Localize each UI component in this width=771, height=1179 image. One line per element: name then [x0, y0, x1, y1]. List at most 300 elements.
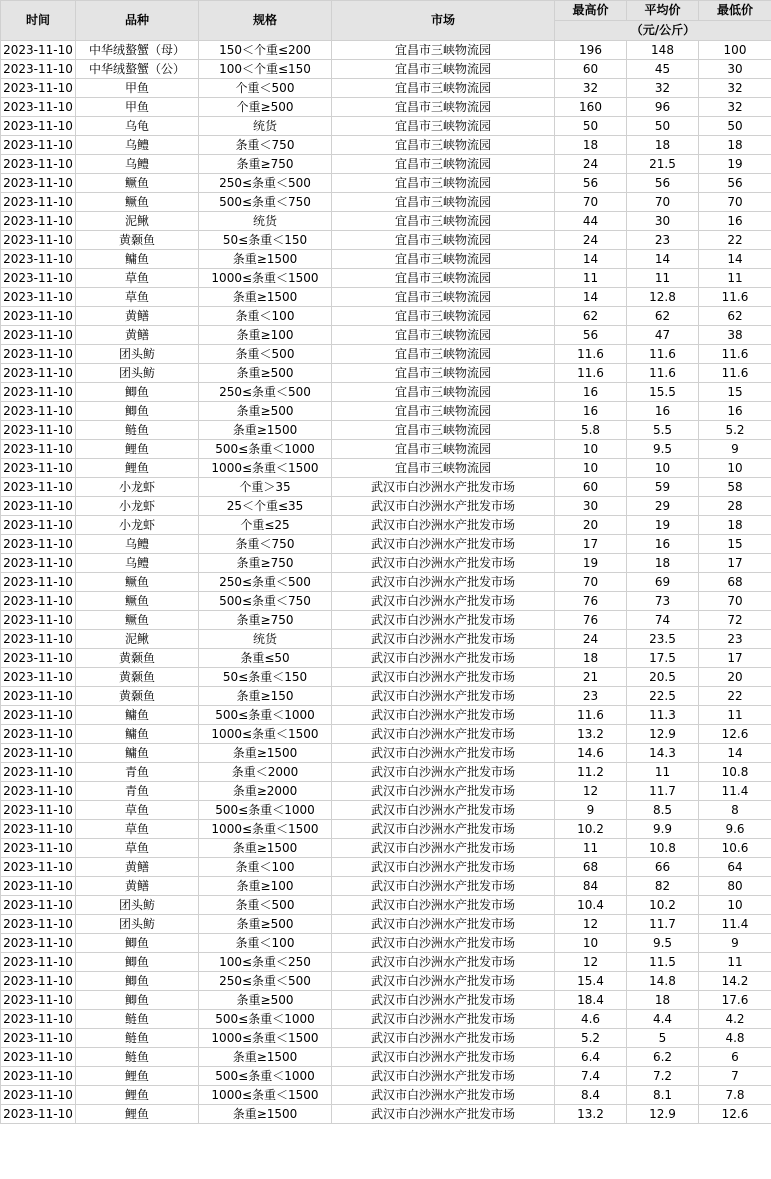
cell-time: 2023-11-10 [1, 592, 76, 611]
cell-time: 2023-11-10 [1, 364, 76, 383]
cell-max-price: 16 [555, 402, 627, 421]
header-min-price: 最低价 [699, 1, 771, 21]
cell-variety: 团头鲂 [76, 345, 199, 364]
table-row [1, 782, 771, 801]
cell-time: 2023-11-10 [1, 250, 76, 269]
cell-avg-price: 82 [627, 877, 699, 896]
cell-max-price: 13.2 [555, 725, 627, 744]
cell-spec: 500≤条重＜1000 [199, 1067, 332, 1086]
cell-variety: 鲢鱼 [76, 1029, 199, 1048]
cell-variety: 黄鳝 [76, 877, 199, 896]
cell-min-price: 11 [699, 706, 771, 725]
cell-avg-price: 8.5 [627, 801, 699, 820]
cell-time: 2023-11-10 [1, 687, 76, 706]
cell-min-price: 6 [699, 1048, 771, 1067]
cell-market: 武汉市白沙洲水产批发市场 [332, 725, 555, 744]
cell-spec: 1000≤条重＜1500 [199, 1029, 332, 1048]
cell-time: 2023-11-10 [1, 402, 76, 421]
cell-min-price: 50 [699, 117, 771, 136]
cell-spec: 个重＜500 [199, 79, 332, 98]
table-row [1, 250, 771, 269]
cell-time: 2023-11-10 [1, 345, 76, 364]
cell-avg-price: 9.9 [627, 820, 699, 839]
cell-spec: 条重≥500 [199, 915, 332, 934]
cell-time: 2023-11-10 [1, 877, 76, 896]
cell-spec: 个重≤25 [199, 516, 332, 535]
cell-variety: 乌鳢 [76, 136, 199, 155]
cell-max-price: 50 [555, 117, 627, 136]
table-row [1, 953, 771, 972]
table-row [1, 896, 771, 915]
cell-time: 2023-11-10 [1, 763, 76, 782]
cell-max-price: 56 [555, 326, 627, 345]
cell-spec: 条重≥1500 [199, 1048, 332, 1067]
cell-spec: 条重≥100 [199, 877, 332, 896]
cell-market: 武汉市白沙洲水产批发市场 [332, 554, 555, 573]
cell-avg-price: 10 [627, 459, 699, 478]
cell-avg-price: 18 [627, 136, 699, 155]
table-row [1, 307, 771, 326]
cell-time: 2023-11-10 [1, 288, 76, 307]
cell-avg-price: 59 [627, 478, 699, 497]
cell-max-price: 60 [555, 60, 627, 79]
cell-max-price: 32 [555, 79, 627, 98]
cell-spec: 500≤条重＜1000 [199, 440, 332, 459]
cell-min-price: 22 [699, 687, 771, 706]
cell-time: 2023-11-10 [1, 649, 76, 668]
cell-variety: 鲢鱼 [76, 421, 199, 440]
cell-spec: 1000≤条重＜1500 [199, 725, 332, 744]
table-row [1, 269, 771, 288]
header-max-price: 最高价 [555, 1, 627, 21]
cell-max-price: 24 [555, 155, 627, 174]
cell-max-price: 20 [555, 516, 627, 535]
cell-max-price: 23 [555, 687, 627, 706]
cell-market: 武汉市白沙洲水产批发市场 [332, 630, 555, 649]
cell-avg-price: 12.9 [627, 1105, 699, 1124]
cell-market: 宜昌市三峡物流园 [332, 231, 555, 250]
table-row [1, 934, 771, 953]
cell-max-price: 4.6 [555, 1010, 627, 1029]
table-row [1, 193, 771, 212]
cell-time: 2023-11-10 [1, 136, 76, 155]
cell-avg-price: 73 [627, 592, 699, 611]
cell-min-price: 12.6 [699, 1105, 771, 1124]
cell-avg-price: 20.5 [627, 668, 699, 687]
cell-max-price: 10 [555, 440, 627, 459]
header-spec: 规格 [199, 1, 332, 41]
cell-spec: 500≤条重＜1000 [199, 1010, 332, 1029]
cell-time: 2023-11-10 [1, 820, 76, 839]
cell-spec: 500≤条重＜750 [199, 592, 332, 611]
cell-max-price: 18 [555, 136, 627, 155]
table-row [1, 858, 771, 877]
cell-max-price: 12 [555, 915, 627, 934]
cell-avg-price: 9.5 [627, 440, 699, 459]
cell-avg-price: 7.2 [627, 1067, 699, 1086]
cell-avg-price: 14 [627, 250, 699, 269]
cell-spec: 条重≥1500 [199, 839, 332, 858]
cell-min-price: 18 [699, 136, 771, 155]
cell-max-price: 12 [555, 782, 627, 801]
cell-variety: 甲鱼 [76, 98, 199, 117]
cell-min-price: 56 [699, 174, 771, 193]
cell-time: 2023-11-10 [1, 1086, 76, 1105]
cell-variety: 中华绒螯蟹（公） [76, 60, 199, 79]
cell-max-price: 76 [555, 611, 627, 630]
cell-time: 2023-11-10 [1, 155, 76, 174]
cell-spec: 个重＞35 [199, 478, 332, 497]
cell-market: 武汉市白沙洲水产批发市场 [332, 782, 555, 801]
cell-variety: 鲫鱼 [76, 991, 199, 1010]
cell-min-price: 22 [699, 231, 771, 250]
cell-max-price: 11 [555, 269, 627, 288]
cell-max-price: 10.4 [555, 896, 627, 915]
table-row [1, 60, 771, 79]
cell-max-price: 24 [555, 231, 627, 250]
cell-time: 2023-11-10 [1, 1010, 76, 1029]
cell-min-price: 20 [699, 668, 771, 687]
cell-market: 宜昌市三峡物流园 [332, 41, 555, 60]
cell-avg-price: 47 [627, 326, 699, 345]
cell-spec: 条重＜100 [199, 858, 332, 877]
cell-avg-price: 69 [627, 573, 699, 592]
cell-variety: 黄鳝 [76, 326, 199, 345]
cell-spec: 条重＜100 [199, 934, 332, 953]
cell-min-price: 9 [699, 440, 771, 459]
table-row [1, 611, 771, 630]
cell-avg-price: 11.3 [627, 706, 699, 725]
cell-spec: 1000≤条重＜1500 [199, 820, 332, 839]
table-row [1, 364, 771, 383]
cell-variety: 鲤鱼 [76, 1086, 199, 1105]
cell-time: 2023-11-10 [1, 991, 76, 1010]
cell-spec: 统货 [199, 212, 332, 231]
cell-time: 2023-11-10 [1, 725, 76, 744]
cell-max-price: 70 [555, 573, 627, 592]
cell-time: 2023-11-10 [1, 668, 76, 687]
cell-min-price: 32 [699, 79, 771, 98]
cell-variety: 青鱼 [76, 782, 199, 801]
cell-spec: 条重≥500 [199, 364, 332, 383]
cell-variety: 黄鳝 [76, 307, 199, 326]
cell-max-price: 60 [555, 478, 627, 497]
cell-variety: 鳙鱼 [76, 725, 199, 744]
table-row [1, 402, 771, 421]
cell-time: 2023-11-10 [1, 706, 76, 725]
cell-market: 宜昌市三峡物流园 [332, 250, 555, 269]
cell-market: 武汉市白沙洲水产批发市场 [332, 934, 555, 953]
cell-market: 宜昌市三峡物流园 [332, 383, 555, 402]
cell-avg-price: 11 [627, 763, 699, 782]
cell-spec: 1000≤条重＜1500 [199, 1086, 332, 1105]
cell-max-price: 21 [555, 668, 627, 687]
cell-market: 武汉市白沙洲水产批发市场 [332, 991, 555, 1010]
header-market: 市场 [332, 1, 555, 41]
table-row [1, 174, 771, 193]
cell-avg-price: 70 [627, 193, 699, 212]
table-row [1, 440, 771, 459]
table-row [1, 1029, 771, 1048]
cell-min-price: 58 [699, 478, 771, 497]
cell-avg-price: 14.8 [627, 972, 699, 991]
cell-variety: 鲤鱼 [76, 459, 199, 478]
table-row [1, 725, 771, 744]
cell-max-price: 14.6 [555, 744, 627, 763]
cell-time: 2023-11-10 [1, 117, 76, 136]
table-body [1, 41, 771, 1124]
cell-market: 武汉市白沙洲水产批发市场 [332, 820, 555, 839]
cell-avg-price: 12.9 [627, 725, 699, 744]
cell-market: 宜昌市三峡物流园 [332, 459, 555, 478]
cell-avg-price: 62 [627, 307, 699, 326]
cell-avg-price: 96 [627, 98, 699, 117]
cell-market: 宜昌市三峡物流园 [332, 155, 555, 174]
cell-avg-price: 56 [627, 174, 699, 193]
table-row [1, 915, 771, 934]
cell-spec: 条重≥750 [199, 155, 332, 174]
cell-spec: 250≤条重＜500 [199, 174, 332, 193]
cell-min-price: 14 [699, 250, 771, 269]
cell-market: 宜昌市三峡物流园 [332, 364, 555, 383]
cell-min-price: 100 [699, 41, 771, 60]
cell-market: 武汉市白沙洲水产批发市场 [332, 516, 555, 535]
cell-spec: 500≤条重＜1000 [199, 706, 332, 725]
table-row [1, 573, 771, 592]
cell-time: 2023-11-10 [1, 421, 76, 440]
cell-variety: 鲤鱼 [76, 1067, 199, 1086]
table-row [1, 326, 771, 345]
cell-spec: 100≤条重＜250 [199, 953, 332, 972]
cell-spec: 条重≥150 [199, 687, 332, 706]
cell-max-price: 10 [555, 459, 627, 478]
cell-market: 武汉市白沙洲水产批发市场 [332, 896, 555, 915]
table-row [1, 649, 771, 668]
cell-spec: 1000≤条重＜1500 [199, 269, 332, 288]
cell-min-price: 38 [699, 326, 771, 345]
header-row [1, 1, 771, 21]
cell-market: 武汉市白沙洲水产批发市场 [332, 972, 555, 991]
cell-avg-price: 29 [627, 497, 699, 516]
cell-avg-price: 148 [627, 41, 699, 60]
cell-avg-price: 45 [627, 60, 699, 79]
cell-min-price: 10 [699, 896, 771, 915]
header-variety: 品种 [76, 1, 199, 41]
cell-time: 2023-11-10 [1, 516, 76, 535]
cell-variety: 鳜鱼 [76, 573, 199, 592]
cell-min-price: 9 [699, 934, 771, 953]
cell-market: 武汉市白沙洲水产批发市场 [332, 953, 555, 972]
cell-market: 武汉市白沙洲水产批发市场 [332, 668, 555, 687]
table-row [1, 592, 771, 611]
cell-market: 宜昌市三峡物流园 [332, 212, 555, 231]
cell-market: 武汉市白沙洲水产批发市场 [332, 649, 555, 668]
cell-market: 宜昌市三峡物流园 [332, 174, 555, 193]
cell-market: 武汉市白沙洲水产批发市场 [332, 1067, 555, 1086]
cell-min-price: 15 [699, 535, 771, 554]
cell-time: 2023-11-10 [1, 839, 76, 858]
cell-time: 2023-11-10 [1, 383, 76, 402]
cell-avg-price: 11.7 [627, 782, 699, 801]
cell-market: 宜昌市三峡物流园 [332, 421, 555, 440]
cell-avg-price: 16 [627, 535, 699, 554]
cell-time: 2023-11-10 [1, 535, 76, 554]
cell-time: 2023-11-10 [1, 915, 76, 934]
cell-min-price: 4.2 [699, 1010, 771, 1029]
table-row [1, 1010, 771, 1029]
cell-min-price: 11.4 [699, 915, 771, 934]
cell-spec: 条重≥500 [199, 991, 332, 1010]
table-row [1, 117, 771, 136]
cell-market: 宜昌市三峡物流园 [332, 326, 555, 345]
cell-min-price: 72 [699, 611, 771, 630]
table-row [1, 554, 771, 573]
cell-avg-price: 21.5 [627, 155, 699, 174]
cell-avg-price: 8.1 [627, 1086, 699, 1105]
table-row [1, 763, 771, 782]
cell-variety: 鳙鱼 [76, 250, 199, 269]
cell-variety: 鳙鱼 [76, 706, 199, 725]
cell-min-price: 70 [699, 193, 771, 212]
cell-avg-price: 17.5 [627, 649, 699, 668]
cell-variety: 鲫鱼 [76, 972, 199, 991]
cell-avg-price: 5 [627, 1029, 699, 1048]
cell-spec: 500≤条重＜1000 [199, 801, 332, 820]
cell-variety: 草鱼 [76, 839, 199, 858]
cell-spec: 条重≥100 [199, 326, 332, 345]
cell-spec: 条重＜500 [199, 896, 332, 915]
cell-time: 2023-11-10 [1, 1029, 76, 1048]
cell-min-price: 10.8 [699, 763, 771, 782]
cell-time: 2023-11-10 [1, 573, 76, 592]
cell-time: 2023-11-10 [1, 326, 76, 345]
cell-min-price: 12.6 [699, 725, 771, 744]
table-row [1, 1105, 771, 1124]
cell-market: 宜昌市三峡物流园 [332, 345, 555, 364]
cell-time: 2023-11-10 [1, 801, 76, 820]
header-avg-price: 平均价 [627, 1, 699, 21]
cell-max-price: 5.8 [555, 421, 627, 440]
cell-min-price: 11.4 [699, 782, 771, 801]
cell-avg-price: 12.8 [627, 288, 699, 307]
cell-variety: 乌龟 [76, 117, 199, 136]
cell-max-price: 84 [555, 877, 627, 896]
cell-variety: 中华绒螯蟹（母） [76, 41, 199, 60]
cell-min-price: 23 [699, 630, 771, 649]
cell-max-price: 30 [555, 497, 627, 516]
cell-time: 2023-11-10 [1, 79, 76, 98]
cell-spec: 条重≥1500 [199, 744, 332, 763]
cell-max-price: 68 [555, 858, 627, 877]
cell-avg-price: 11.7 [627, 915, 699, 934]
cell-market: 武汉市白沙洲水产批发市场 [332, 573, 555, 592]
table-row [1, 459, 771, 478]
table-row [1, 345, 771, 364]
cell-variety: 乌鳢 [76, 155, 199, 174]
cell-spec: 150＜个重≤200 [199, 41, 332, 60]
cell-spec: 50≤条重＜150 [199, 668, 332, 687]
cell-variety: 鳜鱼 [76, 193, 199, 212]
cell-avg-price: 14.3 [627, 744, 699, 763]
table-row [1, 668, 771, 687]
cell-min-price: 14 [699, 744, 771, 763]
cell-variety: 团头鲂 [76, 364, 199, 383]
cell-market: 武汉市白沙洲水产批发市场 [332, 535, 555, 554]
table-row [1, 136, 771, 155]
cell-variety: 草鱼 [76, 288, 199, 307]
header-time: 时间 [1, 1, 76, 41]
table-row [1, 1086, 771, 1105]
cell-market: 武汉市白沙洲水产批发市场 [332, 858, 555, 877]
cell-max-price: 11 [555, 839, 627, 858]
cell-avg-price: 66 [627, 858, 699, 877]
cell-max-price: 15.4 [555, 972, 627, 991]
cell-market: 宜昌市三峡物流园 [332, 307, 555, 326]
table-row [1, 98, 771, 117]
cell-variety: 团头鲂 [76, 896, 199, 915]
cell-time: 2023-11-10 [1, 972, 76, 991]
cell-max-price: 160 [555, 98, 627, 117]
table-row [1, 706, 771, 725]
cell-max-price: 24 [555, 630, 627, 649]
cell-min-price: 16 [699, 212, 771, 231]
table-row [1, 991, 771, 1010]
cell-variety: 黄颡鱼 [76, 687, 199, 706]
cell-variety: 鳜鱼 [76, 611, 199, 630]
cell-spec: 条重≥1500 [199, 288, 332, 307]
cell-spec: 25＜个重≤35 [199, 497, 332, 516]
cell-variety: 小龙虾 [76, 497, 199, 516]
cell-spec: 统货 [199, 117, 332, 136]
cell-avg-price: 18 [627, 554, 699, 573]
table-row [1, 212, 771, 231]
table-row [1, 155, 771, 174]
header-unit: （元/公斤） [555, 21, 771, 41]
table-row [1, 839, 771, 858]
cell-avg-price: 30 [627, 212, 699, 231]
cell-variety: 黄鳝 [76, 858, 199, 877]
cell-avg-price: 18 [627, 991, 699, 1010]
cell-time: 2023-11-10 [1, 858, 76, 877]
cell-variety: 鲫鱼 [76, 383, 199, 402]
cell-time: 2023-11-10 [1, 611, 76, 630]
cell-market: 武汉市白沙洲水产批发市场 [332, 744, 555, 763]
cell-time: 2023-11-10 [1, 269, 76, 288]
cell-time: 2023-11-10 [1, 193, 76, 212]
cell-min-price: 18 [699, 516, 771, 535]
cell-max-price: 12 [555, 953, 627, 972]
cell-spec: 条重≥2000 [199, 782, 332, 801]
table-row [1, 630, 771, 649]
cell-time: 2023-11-10 [1, 953, 76, 972]
cell-market: 武汉市白沙洲水产批发市场 [332, 611, 555, 630]
cell-time: 2023-11-10 [1, 896, 76, 915]
cell-market: 武汉市白沙洲水产批发市场 [332, 1105, 555, 1124]
cell-variety: 黄颡鱼 [76, 649, 199, 668]
cell-max-price: 16 [555, 383, 627, 402]
cell-variety: 黄颡鱼 [76, 668, 199, 687]
cell-min-price: 19 [699, 155, 771, 174]
cell-time: 2023-11-10 [1, 41, 76, 60]
cell-market: 宜昌市三峡物流园 [332, 440, 555, 459]
cell-time: 2023-11-10 [1, 1048, 76, 1067]
cell-variety: 黄颡鱼 [76, 231, 199, 250]
cell-spec: 条重＜100 [199, 307, 332, 326]
cell-market: 武汉市白沙洲水产批发市场 [332, 915, 555, 934]
cell-market: 武汉市白沙洲水产批发市场 [332, 1010, 555, 1029]
cell-max-price: 76 [555, 592, 627, 611]
cell-min-price: 17.6 [699, 991, 771, 1010]
